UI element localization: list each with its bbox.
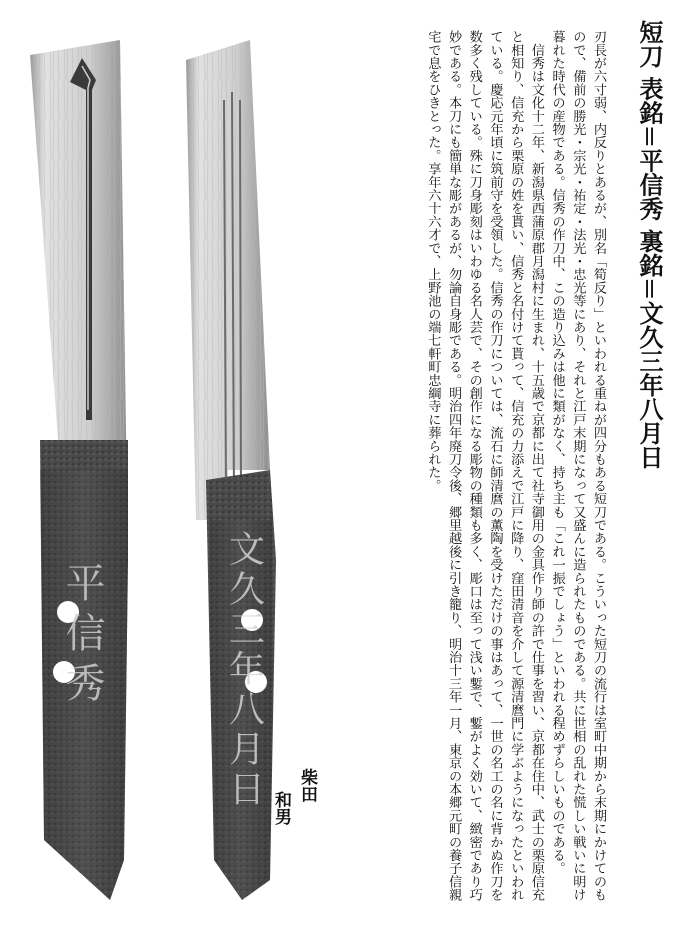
omote-mei: 平信秀	[59, 562, 105, 712]
page-title: 短刀 表銘＝平信秀 裏銘＝文久三年八月日	[635, 20, 663, 469]
author-given-name: 和男	[271, 790, 291, 825]
author-family-name: 柴田	[297, 768, 317, 803]
ura-blade	[186, 40, 276, 900]
author-byline	[271, 745, 346, 885]
ura-mei: 文久三年八月日	[223, 530, 265, 810]
omote-blade	[30, 40, 128, 900]
article-body: 刃長が六寸弱、内反りとあるが、別名「筍反り」といわれる重ねが四分もある短刀である。こういった短刀の流行は室町中期から末期にかけてのもので、備前の勝光・宗光・祐定・法光・忠光等にあり、それと江戸末期になって又盛んに造られたものである。共に世相の乱れた慌しい戦いに明け暮れた時代の産物である。信秀の作刀中、この造り込みは他に類がなく、持ち主も「これ一振でしょう」といわれる程めずらしいものである。 信秀は文化十二年、新潟県西蒲原郡月潟村に生まれ、十五歳で京都に出て社寺御用の金具作り師の許で仕事を習い、京都在住中、武士の栗原信充と相知り、信充から栗原の姓を貰い、信秀と名付けて貰って、信充の力添えで江戸に降り、窪田清音を介して源清麿門に学ぶようになったといわれている。慶応元年頃に筑前守を受領した。信秀の作刀については、流石に師清麿の薫陶を受けただけの事はあって、一世の名工の名に背かぬ作刀を数多く残している。殊に刀身彫刻はいわゆる名人芸で、その創作になる彫物の種類も多く、彫口は至って浅い鏨で、鏨がよく効いて、緻密であり巧妙である。本刀にも簡単な彫があるが、勿論自身彫である。明治四年廃刀令後、郷里越後に引き籠り、明治十三年一月、東京の本郷元町の養子信親宅で息をひきとった。享年六十六才で、上野池の端七軒町忠綱寺に葬られた。	[425, 30, 606, 902]
